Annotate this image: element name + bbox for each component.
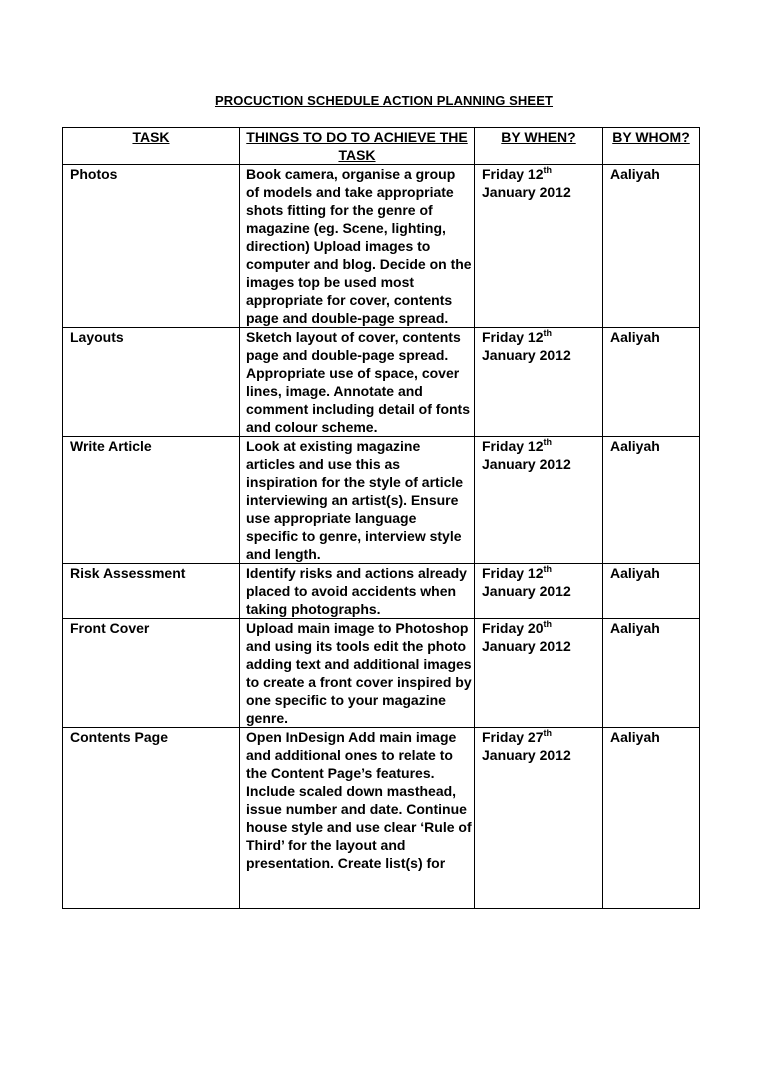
date-day: Friday 12 (482, 565, 544, 581)
header-by-whom: BY WHOM? (603, 128, 700, 165)
task-cell: Risk Assessment (63, 564, 240, 619)
date-month: January 2012 (482, 347, 571, 363)
date-suffix: th (543, 564, 552, 574)
table-row (63, 619, 700, 728)
date-suffix: th (543, 728, 552, 738)
when-cell (475, 564, 603, 619)
task-cell: Contents Page (63, 728, 240, 909)
header-things-to-do: THINGS TO DO TO ACHIEVE THE TASK (240, 128, 475, 165)
date-month: January 2012 (482, 638, 571, 654)
date-suffix: th (543, 165, 552, 175)
date-suffix: th (543, 619, 552, 629)
action-planning-table (62, 127, 700, 909)
who-cell: Aaliyah (603, 165, 700, 328)
table-row (63, 437, 700, 564)
table-header-row (63, 128, 700, 165)
date-suffix: th (543, 437, 552, 447)
who-cell: Aaliyah (603, 728, 700, 909)
date-day: Friday 12 (482, 166, 544, 182)
todo-cell: Sketch layout of cover, contents page and double-page spread. Appropriate use of space, cover lines, image. Annotate and comment including detail of fonts and colour scheme. (240, 328, 475, 437)
date-month: January 2012 (482, 747, 571, 763)
date-day: Friday 12 (482, 329, 544, 345)
when-cell (475, 165, 603, 328)
todo-cell: Upload main image to Photoshop and using its tools edit the photo adding text and additional images to create a front cover inspired by one specific to your magazine genre. (240, 619, 475, 728)
date-month: January 2012 (482, 456, 571, 472)
table-row (63, 328, 700, 437)
task-cell: Layouts (63, 328, 240, 437)
who-cell: Aaliyah (603, 619, 700, 728)
page-title: PROCUCTION SCHEDULE ACTION PLANNING SHEET (214, 93, 554, 108)
date-month: January 2012 (482, 184, 571, 200)
date-day: Friday 27 (482, 729, 544, 745)
todo-cell: Book camera, organise a group of models and take appropriate shots fitting for the genre of magazine (eg. Scene, lighting, direction) Upload images to computer and blog. Decide on the images top be used most appropriate for cover, contents page and double-page spread. (240, 165, 475, 328)
task-cell: Write Article (63, 437, 240, 564)
task-cell: Photos (63, 165, 240, 328)
date-suffix: th (543, 328, 552, 338)
table-row (63, 165, 700, 328)
todo-cell: Open InDesign Add main image and additional ones to relate to the Content Page’s features. Include scaled down masthead, issue number and date. Continue house style and use clear ‘Rule of Third’ for the layout and presentation. Create list(s) for (240, 728, 475, 909)
todo-cell: Look at existing magazine articles and use this as inspiration for the style of article interviewing an artist(s). Ensure use appropriate language specific to genre, interview style and length. (240, 437, 475, 564)
when-cell (475, 728, 603, 909)
table-row (63, 564, 700, 619)
task-cell: Front Cover (63, 619, 240, 728)
header-by-when: BY WHEN? (475, 128, 603, 165)
date-month: January 2012 (482, 583, 571, 599)
table-row (63, 728, 700, 909)
date-day: Friday 20 (482, 620, 544, 636)
when-cell (475, 328, 603, 437)
who-cell: Aaliyah (603, 564, 700, 619)
when-cell (475, 619, 603, 728)
todo-cell: Identify risks and actions already placed to avoid accidents when taking photographs. (240, 564, 475, 619)
header-task: TASK (63, 128, 240, 165)
date-day: Friday 12 (482, 438, 544, 454)
who-cell: Aaliyah (603, 437, 700, 564)
when-cell (475, 437, 603, 564)
who-cell: Aaliyah (603, 328, 700, 437)
